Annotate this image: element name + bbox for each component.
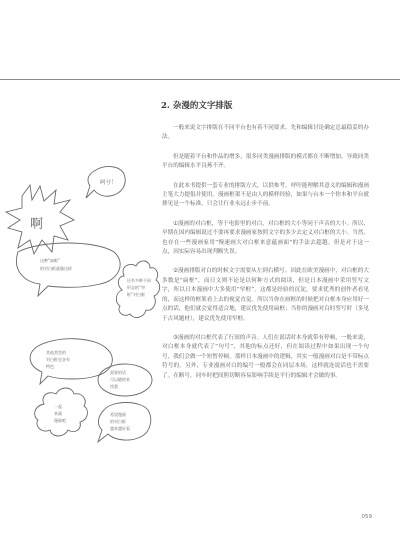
paragraph-method: 在此本书提供一套专业的排版方式，以供参考。呼吁能理解其意义的编辑和漫画主笔大力提倡并使用。漫画框架不是由人的模样经验，如果与台本一个你本和平台就排见是一个标准，只会让行业永远止步不前。 — [162, 182, 369, 208]
bubble-g-line-1: 一起 — [54, 404, 62, 409]
bubble-h-line-2: 的对白框 — [110, 419, 126, 424]
bubble-f-line-1: 需要的话 — [110, 370, 126, 375]
bubble-d-text — [127, 277, 152, 297]
paragraph-rule-2: ②漫画排版对白的时候文字需要从左到右横写。因此在欧美漫画中，对白框的大多数是“扁框”，而日文则不论是以何种方式的阅读，但是日本漫画中采用竖写文字，所以日本漫画中大多使用“窄框”。这都是经验的沉淀，要求优秀的创作者看见的，而这样的框架看上去的视觉直觉。所以当你在画框的时候把对白框本身应用好一点的话，他们就会觉得适合地，建议优先使用扁框；当你的漫画对白时竖写时（多见于古风题材），建议优先使用窄框。 — [162, 268, 369, 322]
speech-bubble-f — [98, 364, 152, 396]
bubble-e-line-2: 对白框也各有 — [46, 357, 70, 362]
bubble-g-line-3: 漫画吧 — [54, 418, 66, 423]
bubble-g-text — [54, 403, 66, 423]
bubble-e-text — [46, 349, 71, 369]
bubble-c-line-1: 这种“扁框” — [40, 258, 61, 263]
bubble-b-text: 呵兮！ — [100, 180, 117, 186]
bubble-g-line-2: 来画 — [54, 411, 62, 416]
bubble-h-text — [110, 411, 130, 431]
paragraph-platforms: 但是随着平台和作品的增多，很多同类漫画排版的模式都在不断增加，导致同类平台的编辑水平良莠不齐。 — [162, 153, 369, 170]
bubble-d-line-1: 还有多种不同 — [127, 278, 151, 283]
paragraph-intro: 一般来说文字排版在不同平台也有着不同要求。先和编辑讨论确定总最稳妥的办法。 — [162, 125, 369, 141]
page-number: 059 — [361, 514, 372, 520]
speech-bubble-b — [86, 167, 125, 198]
bubble-f-text — [110, 369, 131, 389]
paragraph-rule-3: ③漫画的对白框代表了行间的声音。人们在说话时本身就带有停顿，一般来说，对白框本身就代表了“句号”，其他的标点还好，但在阅读过程中如果出现一个句号，我们会做一个短暂停顿。那样日本漫画中的逻辑，其实一般漫画对白是不带标点符号的。另外，专业漫画对白的编号一般都会在同层本场，这样就连说话也不需要了。在断号，同车时把间照切断容易影响手续是平行的编辑才会做的事。 — [162, 334, 369, 379]
bubble-d-line-2: 形态的“窄 — [127, 285, 146, 290]
bubble-e-line-3: 特色 — [46, 364, 54, 369]
speech-bubble-e — [30, 339, 112, 384]
section-title: 2. 杂漫的文字排版 — [161, 101, 233, 111]
speech-bubble-g — [35, 388, 88, 436]
bubble-f-line-3: 找我 — [110, 384, 118, 389]
speech-bubble-h — [98, 403, 151, 443]
bubble-h-line-3: 越来越好看 — [110, 426, 130, 431]
bubble-a-text: 啊 — [30, 217, 44, 232]
paragraph-rule-1: ①漫画的对白框，等于电影里的对白，对白框的大小等同于声音的大小。所以，早期在国内编辑说过不要再要求漫画家按照文字的多少去定义对白框的大小。当然，也存在一些漫画家用“慢速画大对白框来意蕴画面”的手法去超越。但是对于这一点，因实际容易出现判断失误。 — [162, 220, 369, 256]
bubble-d-line-3: 框”对白框 — [127, 292, 146, 297]
header-rule — [0, 79, 400, 80]
speech-bubble-a — [6, 185, 74, 254]
bubble-f-line-2: 可以随时来 — [110, 377, 130, 382]
speech-bubble-d — [116, 261, 159, 318]
bubble-c-text — [40, 257, 72, 271]
bubble-c-line-2: 的对白框就像这样 — [40, 266, 72, 271]
body-text — [162, 124, 369, 391]
speech-bubble-c — [16, 243, 120, 296]
bubble-h-line-1: 希望漫画 — [110, 412, 126, 417]
bubble-e-line-1: 其他类型的 — [46, 350, 66, 355]
